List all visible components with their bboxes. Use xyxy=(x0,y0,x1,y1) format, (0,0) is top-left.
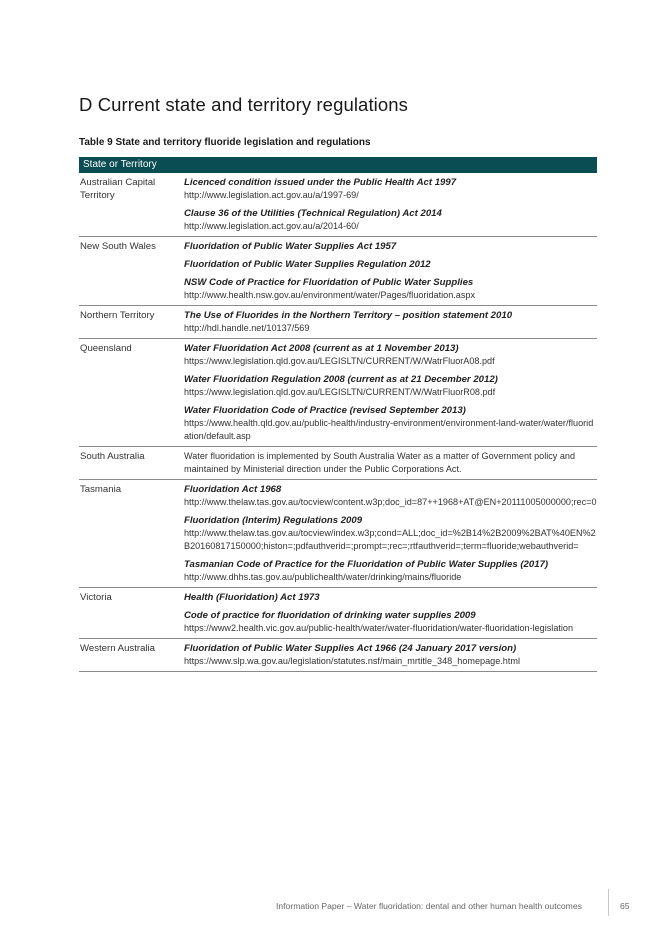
table-row xyxy=(79,447,597,480)
legislation-entry xyxy=(184,514,597,553)
legislation-url[interactable]: https://www.health.qld.gov.au/public-health/industry-environment/environment-land-water/water/fluoridation/default.asp xyxy=(184,418,594,441)
legislation-url[interactable]: https://www2.health.vic.gov.au/public-health/water/water-fluoridation/water-fluoridation-legislation xyxy=(184,623,574,633)
legislation-title: Code of practice for fluoridation of drinking water supplies 2009 xyxy=(184,610,476,621)
state-name: Northern Territory xyxy=(80,310,155,321)
table-row xyxy=(79,306,597,339)
legislation-entry xyxy=(184,309,597,335)
legislation-list xyxy=(184,591,597,635)
section-heading: D Current state and territory regulations xyxy=(79,94,409,115)
legislation-title: Clause 36 of the Utilities (Technical Regulation) Act 2014 xyxy=(184,208,442,219)
table-row xyxy=(79,480,597,588)
state-name: Queensland xyxy=(80,343,132,354)
table-row xyxy=(79,237,597,306)
legislation-title: Fluoridation (Interim) Regulations 2009 xyxy=(184,515,363,526)
legislation-list xyxy=(184,450,597,476)
legislation-url[interactable]: http://www.legislation.act.gov.au/a/1997-69/ xyxy=(184,190,359,200)
legislation-title: Water Fluoridation Code of Practice (revised September 2013) xyxy=(184,405,466,416)
legislation-list xyxy=(184,309,597,335)
table-caption: Table 9 State and territory fluoride legislation and regulations xyxy=(79,137,371,148)
legislation-url[interactable]: http://www.legislation.act.gov.au/a/2014-60/ xyxy=(184,221,359,231)
table-body xyxy=(79,173,597,672)
legislation-entry xyxy=(184,483,597,509)
legislation-title: Licenced condition issued under the Public Health Act 1997 xyxy=(184,177,457,188)
policy-note: Water fluoridation is implemented by South Australia Water as a matter of Government policy and maintained by Ministerial direction under the Public Corporations Act. xyxy=(184,451,576,474)
legislation-list xyxy=(184,176,597,233)
legislation-entry xyxy=(184,258,597,271)
legislation-title: Health (Fluoridation) Act 1973 xyxy=(184,592,320,603)
legislation-url[interactable]: http://www.health.nsw.gov.au/environment/water/Pages/fluoridation.aspx xyxy=(184,290,475,300)
legislation-entry xyxy=(184,373,597,399)
state-name: South Australia xyxy=(80,451,145,462)
table-row xyxy=(79,173,597,237)
legislation-list xyxy=(184,483,597,584)
table-row xyxy=(79,339,597,447)
legislation-title: The Use of Fluorides in the Northern Territory – position statement 2010 xyxy=(184,310,513,321)
table-header: State or Territory xyxy=(79,157,597,173)
legislation-url[interactable]: http://hdl.handle.net/10137/569 xyxy=(184,323,310,333)
legislation-title: Fluoridation Act 1968 xyxy=(184,484,282,495)
legislation-entry xyxy=(184,240,597,253)
footer-divider xyxy=(608,889,609,916)
legislation-url[interactable]: http://www.thelaw.tas.gov.au/tocview/index.w3p;cond=ALL;doc_id=%2B14%2B2009%2BAT%40EN%2B20160817150000;histon=;pdfauthverid=;prompt=;rec=;rtfauthverid=;term=fluoride;webauthverid= xyxy=(184,528,596,551)
legislation-url[interactable]: http://www.dhhs.tas.gov.au/publichealth/water/drinking/mains/fluoride xyxy=(184,572,462,582)
legislation-list xyxy=(184,240,597,302)
state-name: Western Australia xyxy=(80,643,156,654)
state-name: Australian Capital Territory xyxy=(80,177,156,201)
legislation-title: Water Fluoridation Act 2008 (current as at 1 November 2013) xyxy=(184,343,459,354)
legislation-entry xyxy=(184,558,597,584)
legislation-url[interactable]: https://www.slp.wa.gov.au/legislation/statutes.nsf/main_mrtitle_348_homepage.html xyxy=(184,656,520,666)
legislation-entry xyxy=(184,404,597,443)
state-name: Tasmania xyxy=(80,484,122,495)
legislation-list xyxy=(184,642,597,668)
legislation-title: NSW Code of Practice for Fluoridation of Public Water Supplies xyxy=(184,277,474,288)
legislation-entry xyxy=(184,642,597,668)
legislation-entry xyxy=(184,176,597,202)
legislation-title: Tasmanian Code of Practice for the Fluoridation of Public Water Supplies (2017) xyxy=(184,559,549,570)
legislation-url[interactable]: http://www.thelaw.tas.gov.au/tocview/content.w3p;doc_id=87++1968+AT@EN+20111005000000;rec=0 xyxy=(184,497,597,507)
legislation-url[interactable]: https://www.legislation.qld.gov.au/LEGISLTN/CURRENT/W/WatrFluorA08.pdf xyxy=(184,356,495,366)
legislation-title: Fluoridation of Public Water Supplies Act 1966 (24 January 2017 version) xyxy=(184,643,517,654)
legislation-title: Fluoridation of Public Water Supplies Act 1957 xyxy=(184,241,397,252)
legislation-list xyxy=(184,342,597,443)
legislation-entry xyxy=(184,207,597,233)
table-row xyxy=(79,588,597,639)
footer-title: Information Paper – Water fluoridation: dental and other human health outcomes xyxy=(276,901,582,911)
legislation-title: Fluoridation of Public Water Supplies Regulation 2012 xyxy=(184,259,431,270)
table-row xyxy=(79,639,597,672)
legislation-entry xyxy=(184,450,597,476)
state-name: New South Wales xyxy=(80,241,156,252)
legislation-entry xyxy=(184,276,597,302)
legislation-entry xyxy=(184,609,597,635)
legislation-title: Water Fluoridation Regulation 2008 (current as at 21 December 2012) xyxy=(184,374,498,385)
state-name: Victoria xyxy=(80,592,112,603)
legislation-entry xyxy=(184,591,597,604)
page-number: 65 xyxy=(620,901,630,911)
legislation-table xyxy=(79,157,597,672)
legislation-entry xyxy=(184,342,597,368)
legislation-url[interactable]: https://www.legislation.qld.gov.au/LEGISLTN/CURRENT/W/WatrFluorR08.pdf xyxy=(184,387,496,397)
